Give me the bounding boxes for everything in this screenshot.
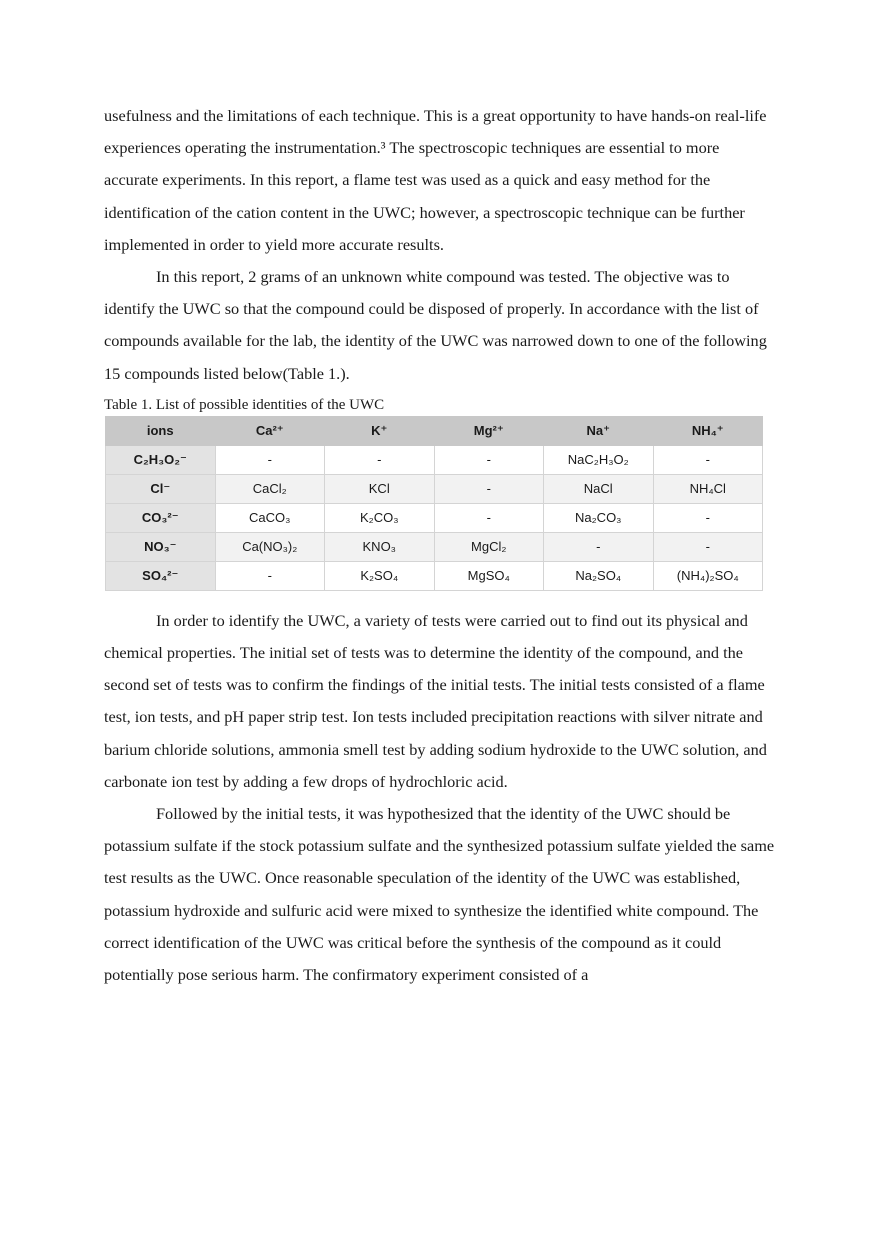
- table-cell: -: [544, 532, 654, 561]
- table-cell: NaCl: [544, 474, 654, 503]
- table-caption: Table 1. List of possible identities of the UWC: [104, 396, 385, 413]
- table-cell: K₂SO₄: [325, 561, 435, 590]
- row-header: C₂H₃O₂⁻: [106, 445, 216, 474]
- table-row: [106, 445, 763, 474]
- table-cell: -: [434, 503, 544, 532]
- row-header: NO₃⁻: [106, 532, 216, 561]
- table-row: [106, 474, 763, 503]
- column-header: NH₄⁺: [653, 416, 763, 445]
- table-cell: K₂CO₃: [325, 503, 435, 532]
- table-row: [106, 532, 763, 561]
- table-row: [106, 561, 763, 590]
- paragraph-techniques: usefulness and the limitations of each technique. This is a great opportunity to have hands-on real-life experiences operating the instrumentation.³ The spectroscopic techniques are essential to more accurate experiments. In this report, a flame test was used as a quick and easy method for the identification of the cation content in the UWC; however, a spectroscopic technique can be further implemented in order to yield more accurate results.: [104, 106, 767, 254]
- table-cell: -: [215, 561, 325, 590]
- table-cell: Ca(NO₃)₂: [215, 532, 325, 561]
- compounds-table: [105, 416, 763, 591]
- column-header: Na⁺: [544, 416, 654, 445]
- table-cell: CaCl₂: [215, 474, 325, 503]
- row-header: CO₃²⁻: [106, 503, 216, 532]
- table-cell: -: [434, 474, 544, 503]
- table-cell: -: [325, 445, 435, 474]
- table-cell: MgSO₄: [434, 561, 544, 590]
- table-cell: -: [215, 445, 325, 474]
- row-header: Cl⁻: [106, 474, 216, 503]
- table-header-row: [106, 416, 763, 445]
- table-cell: Na₂CO₃: [544, 503, 654, 532]
- table-cell: Na₂SO₄: [544, 561, 654, 590]
- table-cell: KNO₃: [325, 532, 435, 561]
- table-cell: -: [653, 503, 763, 532]
- table-cell: -: [434, 445, 544, 474]
- paragraph-hypothesis: Followed by the initial tests, it was hypothesized that the identity of the UWC should be potassium sulfate if the stock potassium sulfate and the synthesized potassium sulfate yielded the same test results as the UWC. Once reasonable speculation of the identity of the UWC was established, potassium hydroxide and sulfuric acid were mixed to synthesize the identified white compound. The correct identification of the UWC was critical before the synthesis of the compound as it could potentially pose serious harm. The confirmatory experiment consisted of a: [104, 804, 775, 985]
- table-cell: -: [653, 532, 763, 561]
- row-header: SO₄²⁻: [106, 561, 216, 590]
- table-cell: -: [653, 445, 763, 474]
- table-cell: (NH₄)₂SO₄: [653, 561, 763, 590]
- table-row: [106, 503, 763, 532]
- document-page: [104, 100, 776, 991]
- table-cell: CaCO₃: [215, 503, 325, 532]
- table-cell: KCl: [325, 474, 435, 503]
- table-cell: NH₄Cl: [653, 474, 763, 503]
- table-cell: NaC₂H₃O₂: [544, 445, 654, 474]
- column-header: K⁺: [325, 416, 435, 445]
- paragraph-objective: In this report, 2 grams of an unknown white compound was tested. The objective was to identify the UWC so that the compound could be disposed of properly. In accordance with the list of compounds available for the lab, the identity of the UWC was narrowed down to one of the following 15 compounds listed below(Table 1.).: [104, 267, 767, 383]
- column-header: Ca²⁺: [215, 416, 325, 445]
- table-corner-header: ions: [106, 416, 216, 445]
- paragraph-tests: In order to identify the UWC, a variety of tests were carried out to find out its physical and chemical properties. The initial set of tests was to determine the identity of the compound, and the second set of tests was to confirm the findings of the initial tests. The initial tests consisted of a flame test, ion tests, and pH paper strip test. Ion tests included precipitation reactions with silver nitrate and barium chloride solutions, ammonia smell test by adding sodium hydroxide to the UWC solution, and carbonate ion test by adding a few drops of hydrochloric acid.: [104, 610, 767, 791]
- table-cell: MgCl₂: [434, 532, 544, 561]
- column-header: Mg²⁺: [434, 416, 544, 445]
